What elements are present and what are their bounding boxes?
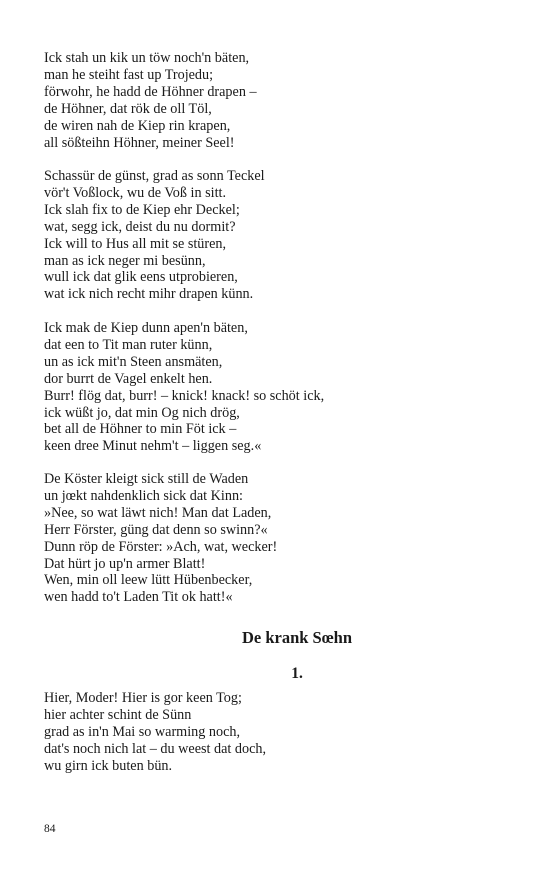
page-number: 84 [44, 823, 56, 835]
verse-line: wen hadd to't Laden Tit ok hatt!« [44, 589, 233, 606]
verse-line: grad as in'n Mai so warming noch, [44, 723, 241, 740]
verse-line: de wiren nah de Kiep rin krapen, [44, 117, 231, 134]
verse-line: wull ick dat glik eens utprobieren, [44, 269, 238, 286]
stanza-3 [44, 320, 514, 455]
verse-line: dat's noch nich lat – du weest dat doch, [44, 740, 267, 757]
stanza-1 [44, 50, 514, 151]
verse-line: De Köster kleigt sick still de Waden [44, 471, 249, 487]
verse-line: wat, segg ick, deist du nu dormit? [44, 218, 236, 235]
verse-line: Hier, Moder! Hier is gor keen Tog; [44, 690, 242, 706]
verse-line: »Nee, so wat läwt nich! Man dat Laden, [44, 504, 272, 521]
verse-line: bet all de Höhner to min Föt ick – [44, 421, 237, 438]
verse-line: dat een to Tit man ruter künn, [44, 336, 213, 353]
verse-line: de Höhner, dat rök de oll Töl, [44, 100, 212, 117]
section-number: 1. [291, 665, 303, 682]
verse-line: all sößteihn Höhner, meiner Seel! [44, 134, 235, 151]
verse-line: Burr! flög dat, burr! – knick! knack! so schöt ick, [44, 387, 325, 404]
verse-line: Schassür de günst, grad as sonn Teckel [44, 168, 265, 184]
verse-line: keen dree Minut nehm't – liggen seg.« [44, 438, 262, 455]
verse-line: Ick mak de Kiep dunn apen'n bäten, [44, 320, 248, 336]
verse-line: Ick stah un kik un töw noch'n bäten, [44, 50, 250, 66]
poem-title: De krank Sœhn [241, 628, 353, 647]
verse-line: Ick will to Hus all mit se stüren, [44, 235, 227, 252]
verse-line: un as ick mit'n Steen ansmäten, [44, 353, 223, 370]
verse-line: man he steiht fast up Trojedu; [44, 66, 214, 83]
verse-line: man as ick neger mi besünn, [44, 252, 206, 269]
verse-line: dor burrt de Vagel enkelt hen. [44, 370, 213, 387]
verse-line: wat ick nich recht mihr drapen künn. [44, 286, 254, 303]
stanza-section-1 [44, 690, 514, 775]
verse-line: Ick slah fix to de Kiep ehr Deckel; [44, 201, 240, 218]
verse-line: ick wüßt jo, dat min Og nich drög, [44, 404, 240, 421]
verse-line: Herr Förster, güng dat denn so swinn?« [44, 521, 268, 538]
verse-line: förwohr, he hadd de Höhner drapen – [44, 83, 257, 100]
verse-line: Dunn röp de Förster: »Ach, wat, wecker! [44, 538, 278, 555]
stanza-2 [44, 168, 514, 303]
verse-line: Wen, min oll leew lütt Hübenbecker, [44, 572, 253, 589]
verse-line: wu girn ick buten bün. [44, 757, 173, 774]
verse-line: un jœkt nahdenklich sick dat Kinn: [44, 487, 243, 504]
verse-line: hier achter schint de Sünn [44, 706, 192, 723]
verse-line: Dat hürt jo up'n armer Blatt! [44, 555, 206, 572]
stanza-4 [44, 471, 514, 606]
verse-line: vör't Voßlock, wu de Voß in sitt. [44, 184, 227, 201]
